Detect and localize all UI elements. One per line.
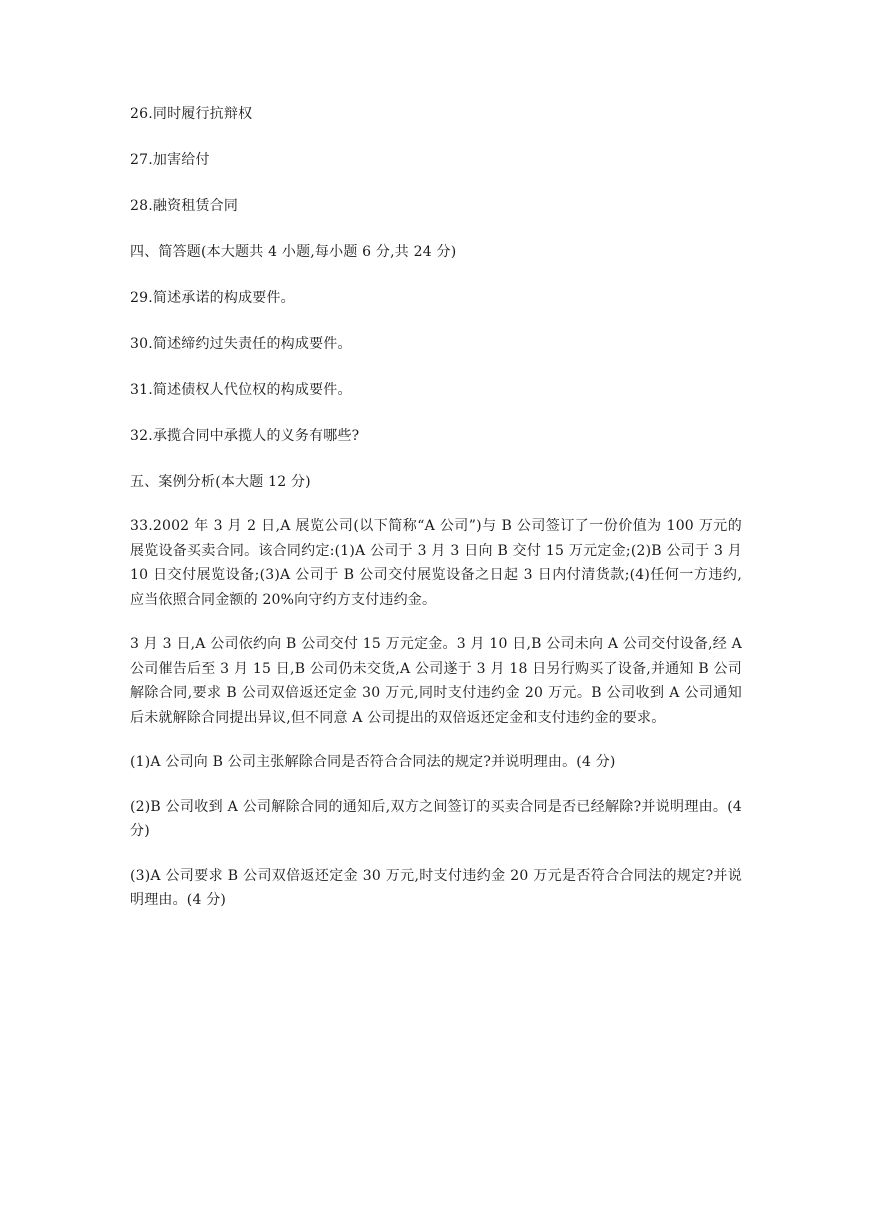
question-32: 32.承揽合同中承揽人的义务有哪些? xyxy=(130,428,360,444)
question-28: 28.融资租赁合同 xyxy=(130,198,239,214)
case-subquestion-1: (1)A 公司向 B 公司主张解除合同是否符合合同法的规定?并说明理由。(4 分) xyxy=(130,754,616,770)
question-27: 27.加害给付 xyxy=(130,152,210,168)
question-31: 31.简述债权人代位权的构成要件。 xyxy=(130,382,352,398)
section-heading-short-answer: 四、简答题(本大题共 4 小题,每小题 6 分,共 24 分) xyxy=(130,244,457,260)
question-30: 30.简述缔约过失责任的构成要件。 xyxy=(130,336,352,352)
section-heading-case-analysis: 五、案例分析(本大题 12 分) xyxy=(130,474,311,490)
document-page xyxy=(130,100,742,933)
question-26: 26.同时履行抗辩权 xyxy=(130,106,253,122)
question-29: 29.简述承诺的构成要件。 xyxy=(130,290,295,306)
case-paragraph-1: 33.2002 年 3 月 2 日,A 展览公司(以下简称“A 公司”)与 B 公司签订了一份价值为 100 万元的展览设备买卖合同。该合同约定:(1)A 公司于 3 月 3 日向 B 交付 15 万元定金;(2)B 公司于 3 月 10 日交付展览设备;(3)A 公司于 B 公司交付展览设备之日起 3 日内付清货款;(4)任何一方违约,应当依照合同金额的 20%向守约方支付违约金。 xyxy=(130,518,742,608)
case-subquestion-3: (3)A 公司要求 B 公司双倍返还定金 30 万元,时支付违约金 20 万元是否符合合同法的规定?并说明理由。(4 分) xyxy=(130,867,742,908)
case-subquestion-2: (2)B 公司收到 A 公司解除合同的通知后,双方之间签订的买卖合同是否已经解除?并说明理由。(4 分) xyxy=(130,798,742,839)
case-paragraph-2: 3 月 3 日,A 公司依约向 B 公司交付 15 万元定金。3 月 10 日,B 公司未向 A 公司交付设备,经 A 公司催告后至 3 月 15 日,B 公司仍未交货,A 公司遂于 3 月 18 日另行购买了设备,并通知 B 公司解除合同,要求 B 公司双倍返还定金 30 万元,同时支付违约金 20 万元。B 公司收到 A 公司通知后未就解除合同提出异议,但不同意 A 公司提出的双倍返还定金和支付违约金的要求。 xyxy=(130,636,742,726)
